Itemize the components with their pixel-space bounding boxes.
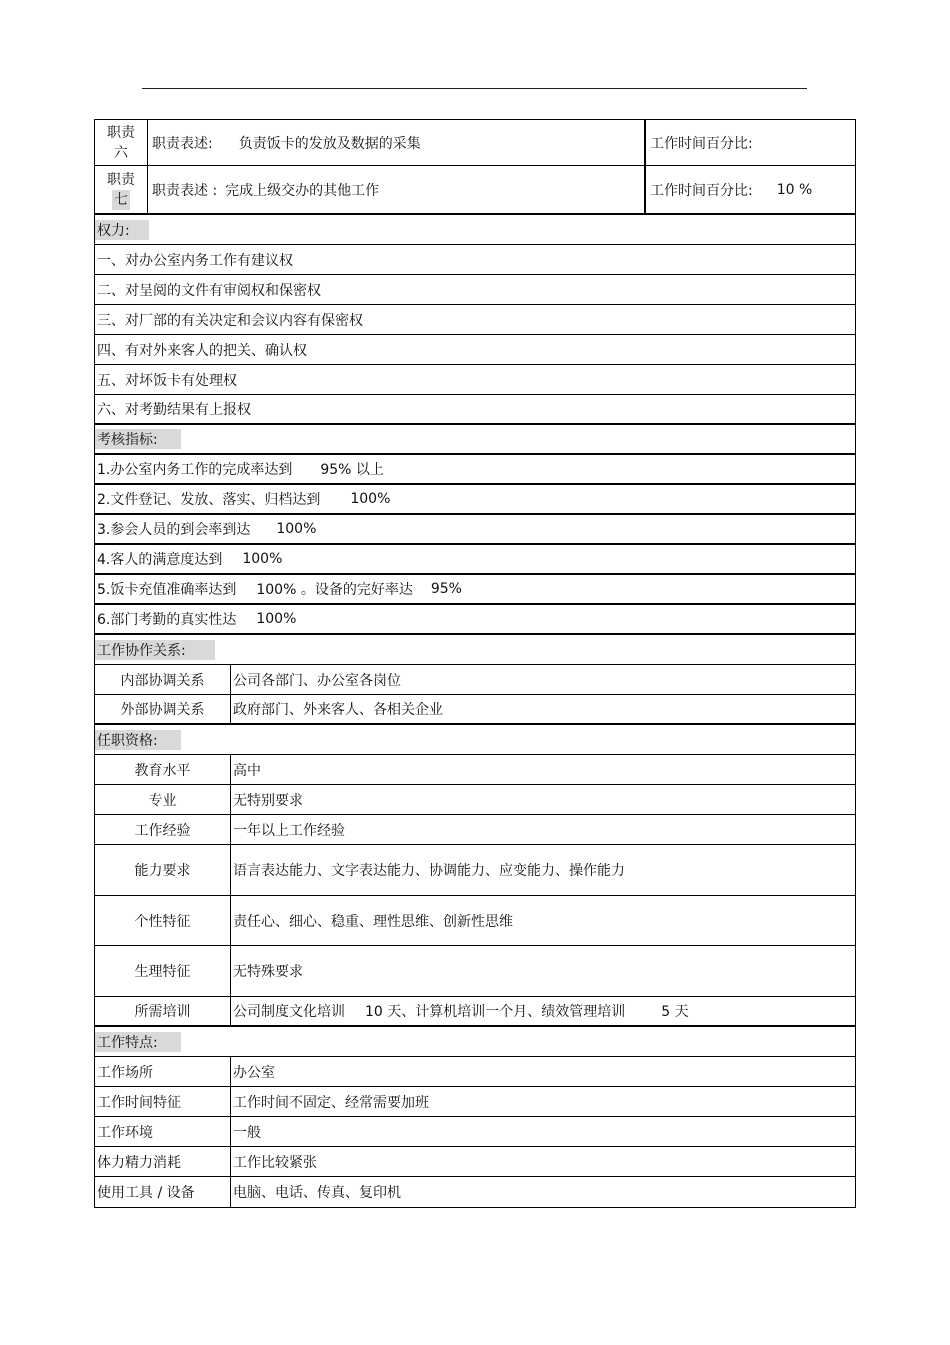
list-item: 三、对厂部的有关决定和会议内容有保密权 xyxy=(95,305,855,335)
list-item: 五、对坏饭卡有处理权 xyxy=(95,365,855,395)
list-item: 六、对考勤结果有上报权 xyxy=(95,395,855,425)
list-item: 四、有对外来客人的把关、确认权 xyxy=(95,335,855,365)
qualification-row: 个性特征 责任心、细心、稳重、理性思维、创新性思维 xyxy=(95,896,855,946)
feature-row: 体力精力消耗 工作比较紧张 xyxy=(95,1147,855,1177)
kpi-item: 6.部门考勤的真实性达 100% xyxy=(95,605,855,635)
kpi-item: 1.办公室内务工作的完成率达到 95% 以上 xyxy=(95,455,855,485)
duty-time-percent: 工作时间百分比: xyxy=(644,120,855,165)
duty-description: 职责表述: 负责饭卡的发放及数据的采集 xyxy=(147,120,644,165)
section-header-features: 工作特点: xyxy=(95,1027,855,1057)
kpi-item: 4.客人的满意度达到 100% xyxy=(95,545,855,575)
list-item: 二、对呈阅的文件有审阅权和保密权 xyxy=(95,275,855,305)
job-description-table xyxy=(94,119,856,1208)
section-header-qualifications: 任职资格: xyxy=(95,725,855,755)
qualification-row: 能力要求 语言表达能力、文字表达能力、协调能力、应变能力、操作能力 xyxy=(95,845,855,896)
qualification-row: 生理特征 无特殊要求 xyxy=(95,946,855,997)
duty-time-percent: 工作时间百分比: 10 % xyxy=(644,166,855,213)
duty-number: 职责 六 xyxy=(107,124,135,161)
section-header-relations: 工作协作关系: xyxy=(95,635,855,665)
qualification-row: 工作经验 一年以上工作经验 xyxy=(95,815,855,845)
qualification-row: 专业 无特别要求 xyxy=(95,785,855,815)
relation-row: 内部协调关系 公司各部门、办公室各岗位 xyxy=(95,665,855,695)
duty-number: 职责 七 xyxy=(107,171,135,208)
section-header-kpi: 考核指标: xyxy=(95,425,855,455)
relation-row: 外部协调关系 政府部门、外来客人、各相关企业 xyxy=(95,695,855,725)
section-header-powers: 权力: xyxy=(95,215,855,245)
duty-row xyxy=(95,120,855,166)
duty-row xyxy=(95,166,855,215)
list-item: 一、对办公室内务工作有建议权 xyxy=(95,245,855,275)
kpi-item: 2.文件登记、发放、落实、归档达到 100% xyxy=(95,485,855,515)
qualification-row: 教育水平 高中 xyxy=(95,755,855,785)
qualification-row: 所需培训 公司制度文化培训 10 天、计算机培训一个月、绩效管理培训 5 天 xyxy=(95,997,855,1027)
feature-row: 工作时间特征 工作时间不固定、经常需要加班 xyxy=(95,1087,855,1117)
kpi-item: 3.参会人员的到会率到达 100% xyxy=(95,515,855,545)
feature-row: 使用工具 / 设备 电脑、电话、传真、复印机 xyxy=(95,1177,855,1207)
header-rule xyxy=(142,88,807,89)
duty-description: 职责表述 : 完成上级交办的其他工作 xyxy=(147,166,644,213)
feature-row: 工作环境 一般 xyxy=(95,1117,855,1147)
feature-row: 工作场所 办公室 xyxy=(95,1057,855,1087)
kpi-item: 5.饭卡充值准确率达到 100% 。设备的完好率达 95% xyxy=(95,575,855,605)
